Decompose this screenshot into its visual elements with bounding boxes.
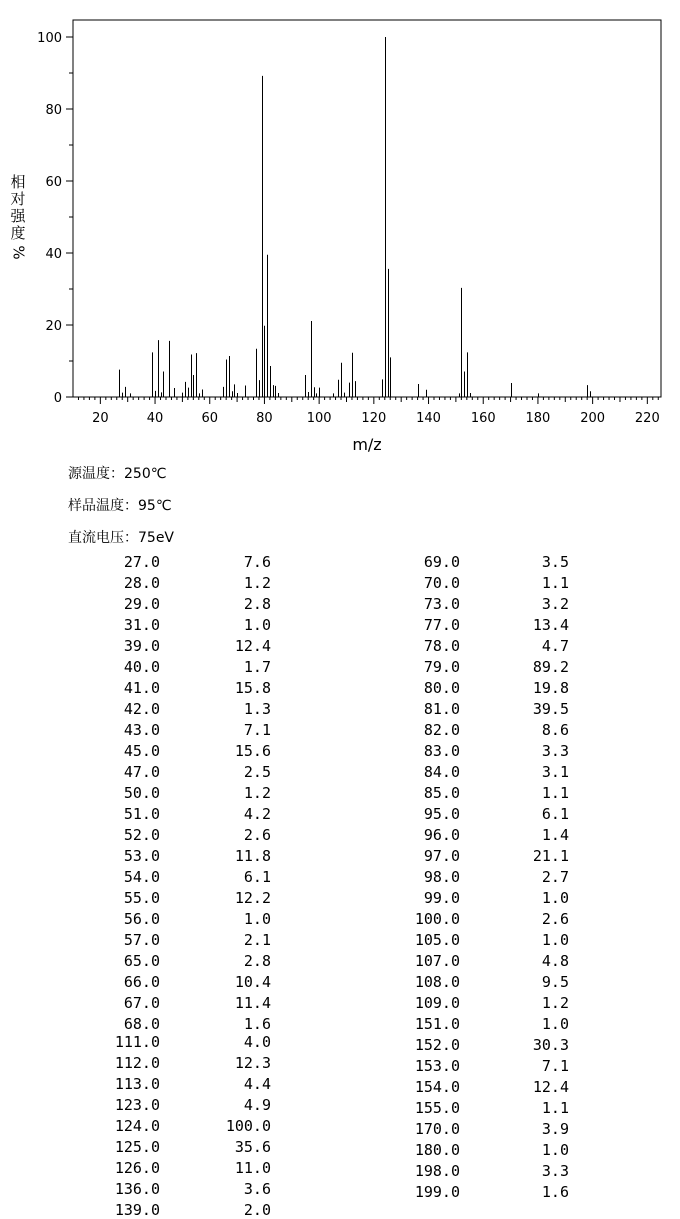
peak-intensity: 2.5: [243, 763, 271, 781]
plot-frame: [73, 20, 661, 397]
peak-intensity: 12.2: [234, 889, 271, 907]
peak-mz: 107.0: [414, 952, 460, 970]
y-axis-label-char: 强: [10, 207, 26, 225]
peak-mz: 29.0: [123, 595, 160, 613]
peak-mz: 54.0: [123, 868, 160, 886]
peak-intensity: 1.1: [541, 574, 569, 592]
peak-intensity: 21.1: [532, 847, 569, 865]
y-axis-label-char: 对: [10, 190, 26, 208]
x-tick-label: 20: [92, 411, 109, 426]
peak-intensity: 11.0: [234, 1159, 271, 1177]
peak-intensity: 2.1: [243, 931, 271, 949]
peak-mz: 136.0: [114, 1180, 160, 1198]
peak-mz: 41.0: [123, 679, 160, 697]
peak-intensity: 15.6: [234, 742, 271, 760]
y-axis-label-char: 度: [10, 224, 26, 242]
peak-intensity: 4.2: [243, 805, 271, 823]
peak-intensity: 1.6: [541, 1183, 569, 1201]
peak-mz: 73.0: [423, 595, 460, 613]
peak-mz: 98.0: [423, 868, 460, 886]
peak-intensity: 6.1: [541, 805, 569, 823]
peak-mz: 40.0: [123, 658, 160, 676]
x-tick-label: 180: [525, 411, 551, 426]
peak-mz: 81.0: [423, 700, 460, 718]
x-tick-label: 200: [580, 411, 606, 426]
peak-mz: 82.0: [423, 721, 460, 739]
peak-mz: 27.0: [123, 553, 160, 571]
peak-intensity: 9.5: [541, 973, 569, 991]
peak-intensity: 7.6: [243, 553, 271, 571]
x-tick-label: 120: [361, 411, 387, 426]
peak-intensity: 3.5: [541, 553, 569, 571]
peak-mz: 97.0: [423, 847, 460, 865]
peak-intensity: 13.4: [532, 616, 569, 634]
peak-mz: 154.0: [414, 1078, 460, 1096]
peak-mz: 51.0: [123, 805, 160, 823]
peak-mz: 31.0: [123, 616, 160, 634]
peak-mz: 66.0: [123, 973, 160, 991]
peak-intensity: 2.6: [243, 826, 271, 844]
peak-intensity: 3.3: [541, 742, 569, 760]
y-tick-label: 80: [45, 103, 62, 118]
peak-mz: 152.0: [414, 1036, 460, 1054]
peak-intensity: 100.0: [225, 1117, 271, 1135]
peak-mz: 126.0: [114, 1159, 160, 1177]
peak-intensity: 89.2: [532, 658, 569, 676]
peak-intensity: 1.1: [541, 1099, 569, 1117]
peak-mz: 151.0: [414, 1015, 460, 1033]
y-tick-label: 100: [37, 31, 62, 46]
x-tick-label: 40: [146, 411, 164, 426]
peak-intensity: 2.8: [243, 595, 271, 613]
peak-mz: 199.0: [414, 1183, 460, 1201]
peak-intensity: 3.1: [541, 763, 569, 781]
peak-mz: 80.0: [423, 679, 460, 697]
peak-mz: 180.0: [414, 1141, 460, 1159]
peak-intensity: 1.6: [243, 1015, 271, 1033]
peak-intensity: 2.0: [243, 1201, 271, 1219]
peak-intensity: 4.8: [541, 952, 569, 970]
x-tick-label: 80: [256, 411, 273, 426]
peak-mz: 52.0: [123, 826, 160, 844]
peak-intensity: 1.2: [243, 574, 271, 592]
peak-intensity: 3.9: [541, 1120, 569, 1138]
peak-mz: 100.0: [414, 910, 460, 928]
peak-mz: 77.0: [423, 616, 460, 634]
x-tick-label: 100: [306, 411, 332, 426]
peak-mz: 79.0: [423, 658, 460, 676]
peak-intensity: 11.4: [234, 994, 271, 1012]
y-tick-label: 20: [45, 319, 62, 334]
peak-mz: 65.0: [123, 952, 160, 970]
peak-mz: 112.0: [114, 1054, 160, 1072]
peak-intensity: 19.8: [532, 679, 569, 697]
peak-mz: 57.0: [123, 931, 160, 949]
peak-intensity: 30.3: [532, 1036, 569, 1054]
peak-mz: 109.0: [414, 994, 460, 1012]
peak-intensity: 4.4: [243, 1075, 271, 1093]
peak-mz: 123.0: [114, 1096, 160, 1114]
peak-mz: 47.0: [123, 763, 160, 781]
y-axis-label: [10, 174, 26, 261]
peak-intensity: 12.4: [234, 637, 271, 655]
y-axis-label-char: 相: [10, 173, 26, 191]
peak-mz: 99.0: [423, 889, 460, 907]
peak-mz: 42.0: [123, 700, 160, 718]
peak-intensity: 1.1: [541, 784, 569, 802]
peak-intensity: 12.3: [234, 1054, 271, 1072]
peak-mz: 139.0: [114, 1201, 160, 1219]
peak-intensity: 10.4: [234, 973, 271, 991]
x-tick-label: 220: [634, 411, 660, 426]
peak-mz: 39.0: [123, 637, 160, 655]
peak-mz: 43.0: [123, 721, 160, 739]
peak-mz: 68.0: [123, 1015, 160, 1033]
peak-intensity: 6.1: [243, 868, 271, 886]
peak-mz: 124.0: [114, 1117, 160, 1135]
peak-mz: 111.0: [114, 1033, 160, 1051]
peak-mz: 170.0: [414, 1120, 460, 1138]
peak-intensity: 2.6: [541, 910, 569, 928]
peak-intensity: 1.2: [541, 994, 569, 1012]
peak-intensity: 2.8: [243, 952, 271, 970]
peak-mz: 113.0: [114, 1075, 160, 1093]
peak-intensity: 7.1: [243, 721, 271, 739]
mass-spectrum-chart: [0, 0, 680, 460]
peak-intensity: 3.3: [541, 1162, 569, 1180]
peak-mz: 67.0: [123, 994, 160, 1012]
peak-mz: 155.0: [414, 1099, 460, 1117]
peak-mz: 105.0: [414, 931, 460, 949]
peak-mz: 45.0: [123, 742, 160, 760]
y-axis-label-unit: %: [9, 245, 28, 260]
peak-mz: 84.0: [423, 763, 460, 781]
x-tick-label: 60: [201, 411, 219, 426]
peak-mz: 28.0: [123, 574, 160, 592]
peak-mz: 95.0: [423, 805, 460, 823]
source-temperature: 源温度：250℃: [68, 466, 167, 482]
y-tick-label: 40: [45, 247, 62, 262]
peak-intensity: 1.4: [541, 826, 569, 844]
peak-intensity: 4.7: [541, 637, 569, 655]
peak-mz: 153.0: [414, 1057, 460, 1075]
sample-temperature: 样品温度：95℃: [68, 498, 172, 514]
y-tick-label: 0: [53, 391, 62, 406]
peak-intensity: 7.1: [541, 1057, 569, 1075]
peak-intensity: 4.0: [243, 1033, 271, 1051]
peak-intensity: 4.9: [243, 1096, 271, 1114]
dc-voltage: 直流电压：75eV: [68, 530, 175, 546]
y-tick-label: 60: [45, 175, 62, 190]
peak-mz: 83.0: [423, 742, 460, 760]
peak-intensity: 1.7: [243, 658, 271, 676]
peak-intensity: 3.6: [243, 1180, 271, 1198]
peak-intensity: 1.3: [243, 700, 271, 718]
peak-mz: 125.0: [114, 1138, 160, 1156]
peak-intensity: 39.5: [532, 700, 569, 718]
x-tick-label: 140: [416, 411, 441, 426]
peak-mz: 198.0: [414, 1162, 460, 1180]
peak-mz: 53.0: [123, 847, 160, 865]
peak-intensity: 1.0: [541, 1141, 569, 1159]
peak-intensity: 1.0: [541, 1015, 569, 1033]
peak-mz: 96.0: [423, 826, 460, 844]
peak-mz: 50.0: [123, 784, 160, 802]
peak-mz: 70.0: [423, 574, 460, 592]
peak-mz: 56.0: [123, 910, 160, 928]
peak-mz: 78.0: [423, 637, 460, 655]
x-axis-label: m/z: [352, 435, 382, 454]
peak-mz: 69.0: [423, 553, 460, 571]
peak-intensity: 12.4: [532, 1078, 569, 1096]
peak-intensity: 1.0: [541, 931, 569, 949]
peak-intensity: 1.0: [243, 616, 271, 634]
peak-mz: 108.0: [414, 973, 460, 991]
peak-intensity: 2.7: [541, 868, 569, 886]
peak-intensity: 1.0: [243, 910, 271, 928]
peak-intensity: 11.8: [234, 847, 271, 865]
peak-mz: 55.0: [123, 889, 160, 907]
peak-intensity: 35.6: [234, 1138, 271, 1156]
peak-intensity: 15.8: [234, 679, 271, 697]
peak-intensity: 1.2: [243, 784, 271, 802]
peak-mz: 85.0: [423, 784, 460, 802]
peak-intensity: 3.2: [541, 595, 569, 613]
peak-intensity: 1.0: [541, 889, 569, 907]
x-tick-label: 160: [470, 411, 496, 426]
peak-intensity: 8.6: [541, 721, 569, 739]
